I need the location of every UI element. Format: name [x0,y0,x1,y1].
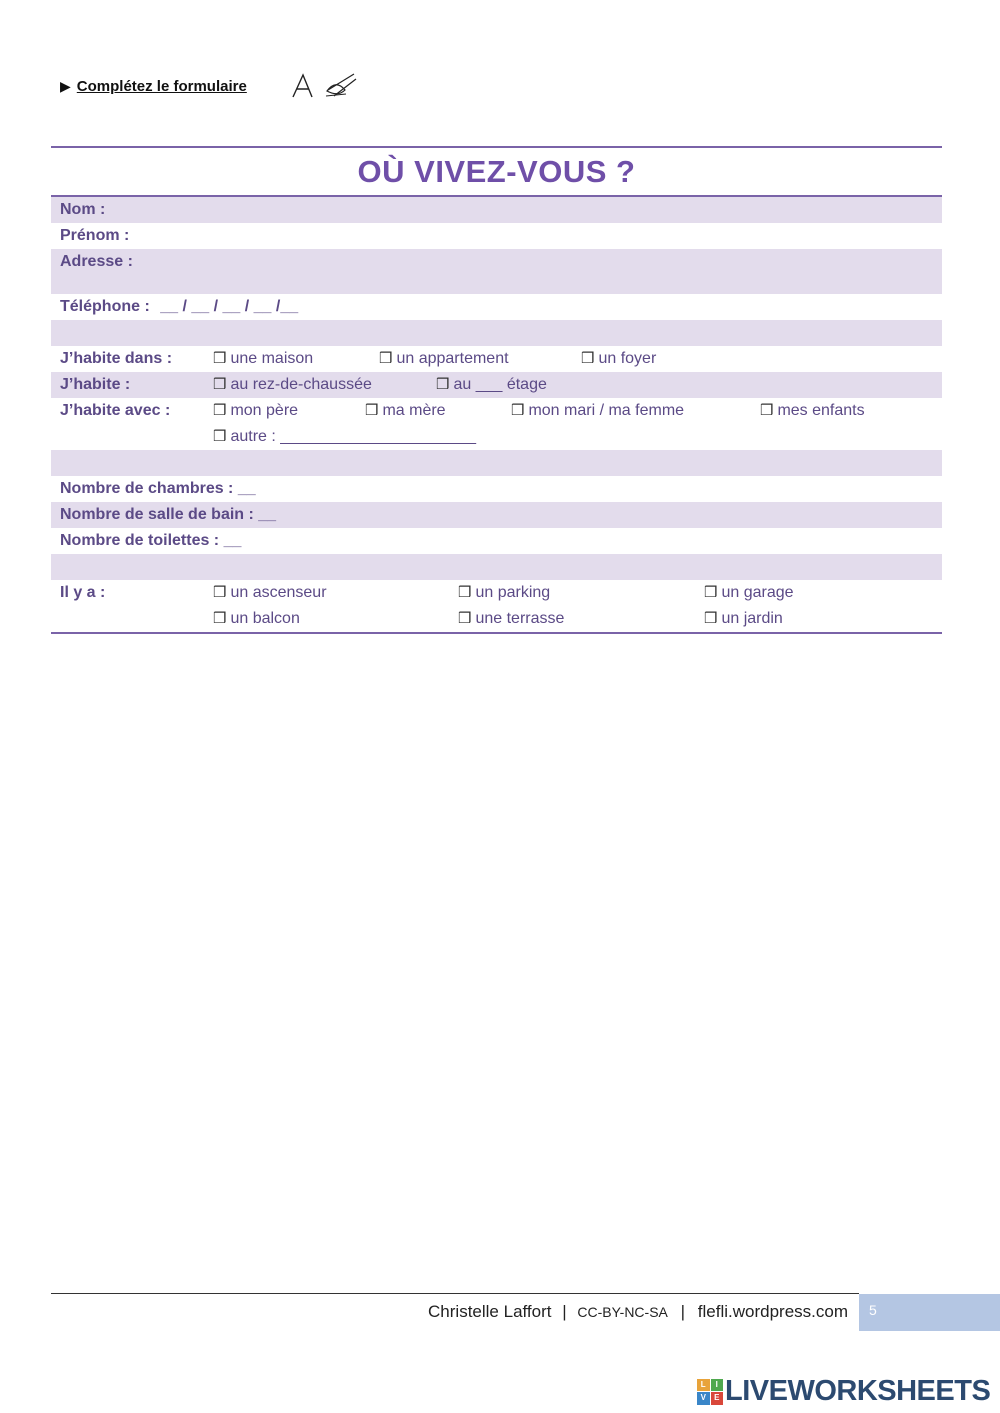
instruction-text: Complétez le formulaire [76,78,247,95]
prenom-row[interactable] [51,223,942,249]
checkbox-icon[interactable]: ❒ [365,402,379,419]
adresse-label: Adresse : [60,253,133,270]
nom-label: Nom : [60,201,106,218]
checkbox-icon[interactable]: ❒ [436,376,450,393]
writing-pencil-icon [290,70,360,102]
footer-separator: | [680,1302,686,1321]
option-mere[interactable]: ❒ ma mère [365,402,446,419]
footer-license: CC-BY-NC-SA [577,1304,668,1320]
liveworksheets-icon: L I V E [697,1379,723,1405]
option-garage[interactable]: ❒ un garage [704,584,794,601]
habite-label: J’habite : [60,376,131,393]
il-y-a-row [51,580,942,632]
nom-row[interactable] [51,197,942,223]
option-enfants[interactable]: ❒ mes enfants [760,402,865,419]
checkbox-icon[interactable]: ❒ [704,610,718,627]
habite-avec-row [51,398,942,450]
habite-row [51,372,942,398]
il-y-a-label: Il y a : [60,584,106,601]
option-appartement[interactable]: ❒ un appartement [379,350,509,367]
salle-de-bain-row[interactable] [51,502,942,528]
checkbox-icon[interactable]: ❒ [458,610,472,627]
liveworksheets-text: LIVEWORKSHEETS [725,1375,991,1407]
habite-avec-label: J’habite avec : [60,402,171,419]
checkbox-icon[interactable]: ❒ [213,584,227,601]
option-autre[interactable]: ❒ autre : ______________________ [213,428,477,445]
checkbox-icon[interactable]: ❒ [379,350,393,367]
footer-rule [51,1293,859,1294]
spacer-row [51,450,942,476]
telephone-label-text: Téléphone : [60,298,150,315]
option-etage[interactable]: ❒ au ___ étage [436,376,547,393]
footer-separator: | [562,1302,567,1321]
option-pere[interactable]: ❒ mon père [213,402,299,419]
checkbox-icon[interactable]: ❒ [511,402,525,419]
prenom-label: Prénom : [60,227,130,244]
checkbox-icon[interactable]: ❒ [581,350,595,367]
footer-site[interactable]: flefli.wordpress.com [697,1302,848,1321]
spacer-row [51,554,942,580]
form-title: OÙ VIVEZ-VOUS ? [357,154,636,189]
checkbox-icon[interactable]: ❒ [213,428,227,445]
option-maison[interactable]: ❒ une maison [213,350,314,367]
instruction [60,78,247,95]
liveworksheets-logo[interactable] [697,1375,990,1408]
spacer-row [51,320,942,346]
toilettes-label: Nombre de toilettes : __ [60,532,242,549]
play-arrow-icon: ▶ [60,78,71,94]
checkbox-icon[interactable]: ❒ [704,584,718,601]
checkbox-icon[interactable]: ❒ [213,350,227,367]
chambres-row[interactable] [51,476,942,502]
option-rez-de-chaussee[interactable]: ❒ au rez-de-chaussée [213,376,372,393]
footer-credits [428,1302,848,1322]
checkbox-icon[interactable]: ❒ [213,610,227,627]
housing-form [51,146,942,634]
telephone-label [60,294,298,320]
option-mari-femme[interactable]: ❒ mon mari / ma femme [511,402,685,419]
form-bottom-rule [51,632,942,634]
checkbox-icon[interactable]: ❒ [213,402,227,419]
checkbox-icon[interactable]: ❒ [458,584,472,601]
checkbox-icon[interactable]: ❒ [213,376,227,393]
habite-dans-row [51,346,942,372]
option-terrasse[interactable]: ❒ une terrasse [458,610,565,627]
salle-de-bain-label: Nombre de salle de bain : __ [60,506,277,523]
option-foyer[interactable]: ❒ un foyer [581,350,657,367]
option-parking[interactable]: ❒ un parking [458,584,551,601]
adresse-row[interactable] [51,249,942,294]
option-jardin[interactable]: ❒ un jardin [704,610,783,627]
option-balcon[interactable]: ❒ un balcon [213,610,300,627]
telephone-row[interactable] [51,294,942,320]
option-ascenseur[interactable]: ❒ un ascenseur [213,584,327,601]
habite-dans-label: J’habite dans : [60,350,173,367]
checkbox-icon[interactable]: ❒ [760,402,774,419]
chambres-label: Nombre de chambres : __ [60,480,256,497]
page-number: 5 [859,1294,1000,1331]
telephone-blanks[interactable]: __ / __ / __ / __ /__ [160,298,299,315]
footer-author: Christelle Laffort [428,1302,552,1321]
toilettes-row[interactable] [51,528,942,554]
